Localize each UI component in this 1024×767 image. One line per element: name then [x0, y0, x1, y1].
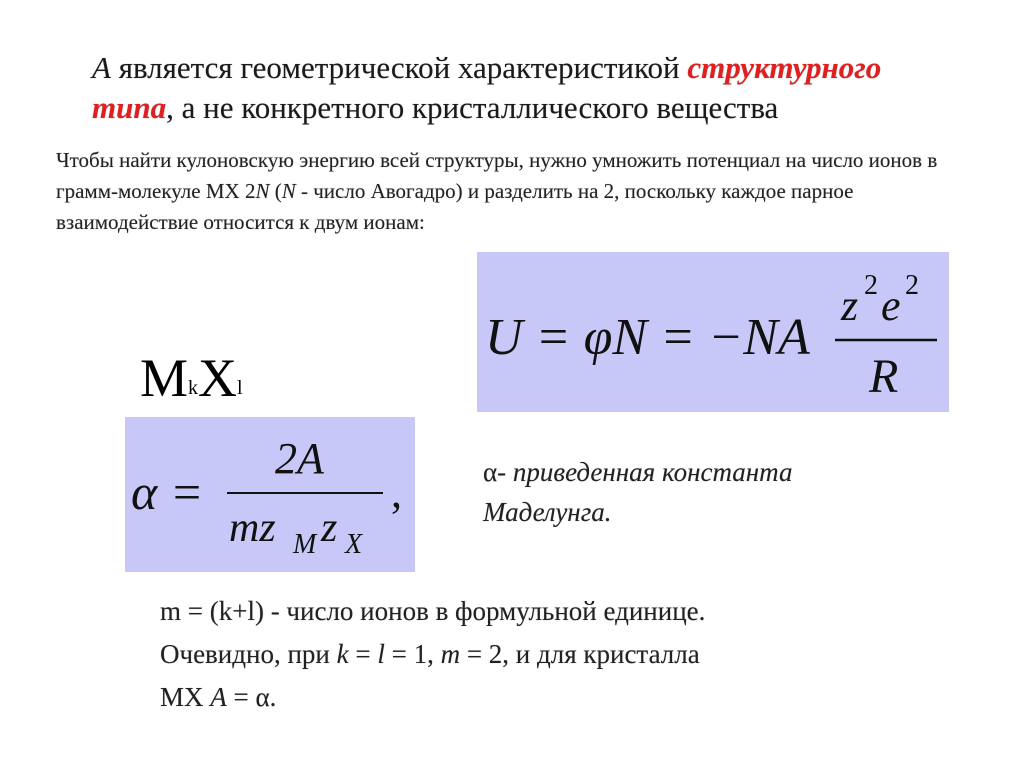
formula-u-exp-e: 2 — [905, 270, 919, 301]
formula-alpha-lhs: α = — [131, 464, 204, 520]
bottom-line-2a: Очевидно, при — [160, 639, 337, 669]
alpha-desc-line-1: приведенная константа — [512, 457, 793, 487]
formula-alpha-den-m: mz — [229, 505, 276, 551]
formula-alpha-comma: , — [391, 468, 402, 517]
bottom-eq3: = 2, и для кристалла — [460, 639, 700, 669]
formula-mkxl — [140, 348, 243, 420]
formula-u-exp-z: 2 — [864, 270, 878, 301]
alpha-desc-line-2: Маделунга. — [483, 497, 612, 527]
formula-u-lhs: U = φN = −NA — [485, 309, 810, 366]
mkxl-l: l — [237, 377, 243, 399]
formula-alpha-sub-x: X — [345, 529, 363, 560]
para-part-2: ( — [269, 179, 282, 203]
formula-alpha-numerator: 2A — [275, 434, 324, 483]
title-text-1: является геометрической характеристикой — [110, 50, 688, 85]
bottom-k: k — [336, 639, 349, 669]
formula-alpha-box — [125, 417, 415, 572]
formula-u-numerator-e: e — [881, 281, 901, 330]
alpha-description — [483, 452, 923, 532]
para-n-1: N — [255, 179, 270, 203]
formula-alpha-sub-m: M — [293, 529, 317, 560]
formula-u-denominator: R — [869, 350, 899, 403]
explanation-paragraph — [56, 145, 956, 238]
slide-title — [92, 48, 992, 128]
mkxl-x: X — [198, 348, 238, 408]
para-n-2: N — [281, 179, 296, 203]
bottom-a: A — [210, 682, 227, 712]
bottom-eq2: = 1, — [384, 639, 441, 669]
title-highlight-2: типа — [92, 90, 167, 125]
formula-u-numerator-z: z — [841, 281, 859, 330]
bottom-l: l — [377, 639, 385, 669]
bottom-line-3b: = α. — [226, 682, 277, 712]
bottom-line-3a: MX — [160, 682, 211, 712]
bottom-explanation — [160, 590, 980, 719]
bottom-line-1: m = (k+l) - число ионов в формульной единице. — [160, 596, 706, 626]
formula-alpha — [125, 417, 415, 572]
formula-u-box — [477, 252, 949, 412]
title-symbol-a: A — [92, 50, 111, 85]
formula-alpha-den-z: z — [321, 505, 338, 551]
para-part-1: Чтобы найти кулоновскую энергию всей структуры, нужно умножить потенциал на число ионов в грамм-молекуле MX 2 — [56, 148, 938, 203]
para-part-3: - число Авогадро) и разделить на 2, поскольку каждое парное взаимодействие относится к двум ионам: — [56, 179, 854, 234]
alpha-symbol: α- — [483, 457, 513, 487]
bottom-eq1: = — [348, 639, 378, 669]
bottom-m: m — [440, 639, 461, 669]
title-text-2: , а не конкретного кристаллического вещества — [166, 90, 779, 125]
mkxl-m: M — [140, 348, 189, 408]
formula-u — [477, 252, 949, 412]
title-highlight-1: структурного — [687, 50, 882, 85]
mkxl-k: k — [188, 377, 199, 399]
